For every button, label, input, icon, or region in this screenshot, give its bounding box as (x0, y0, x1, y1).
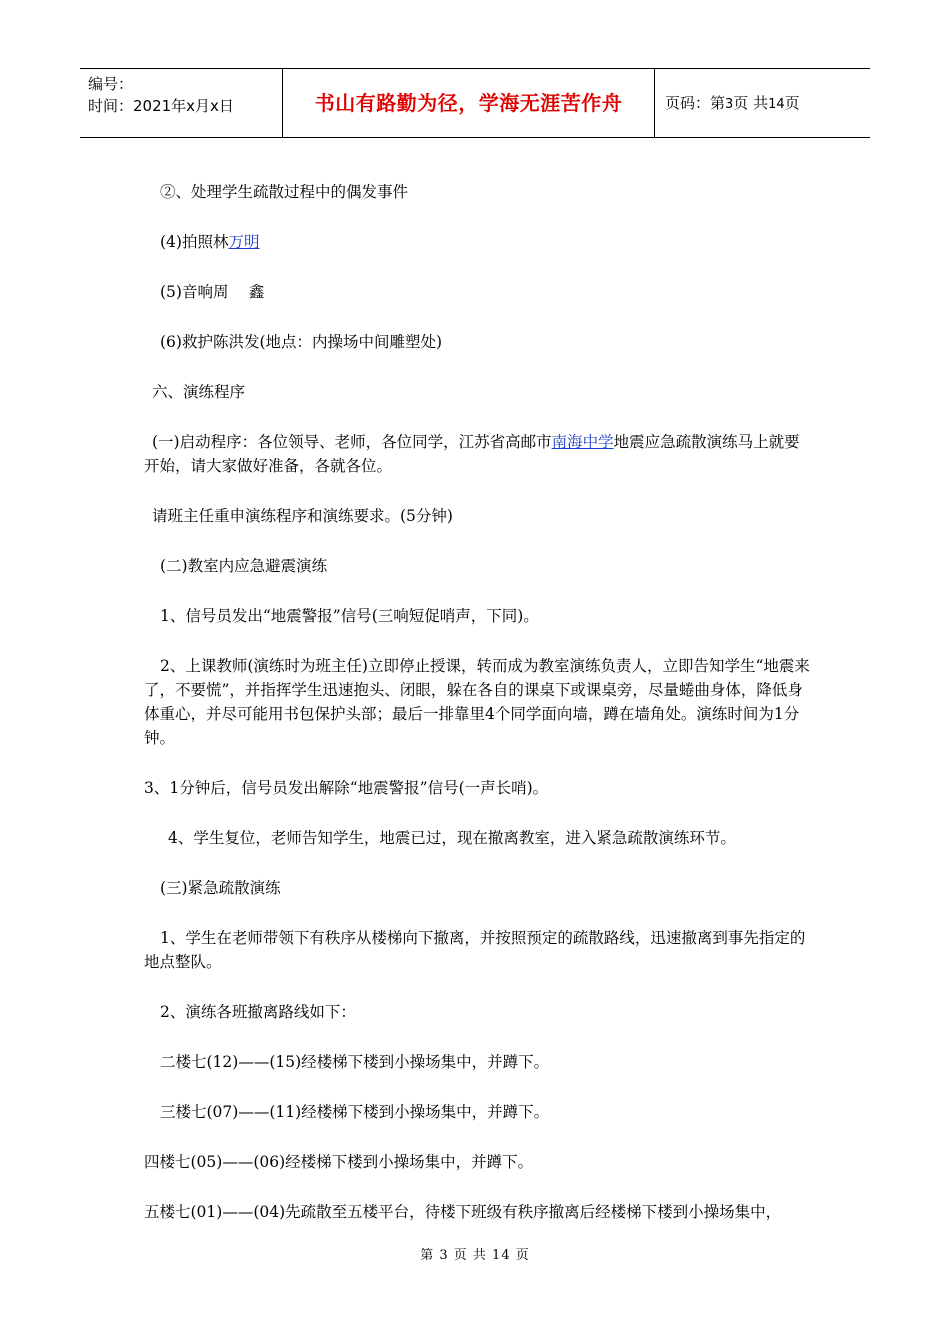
route-item: 四楼七(05)——(06)经楼梯下楼到小操场集中，并蹲下。 (144, 1153, 534, 1171)
subsection-heading: (二)教室内应急避震演练 (160, 557, 328, 575)
paragraph: ②、处理学生疏散过程中的偶发事件 (160, 183, 409, 201)
paragraph-text: 地震应急疏散演练马上就要开始，请大家做好准备，各就各位。 (144, 433, 800, 475)
paragraph: 1、学生在老师带领下有秩序从楼梯向下撤离，并按照预定的疏散路线，迅速撤离到事先指定的地点整队。 (144, 929, 806, 971)
time-label: 时间：2021年x月x日 (88, 97, 234, 115)
paragraph: (5)音响周 鑫 (160, 283, 265, 301)
page-prefix: 页码：第 (665, 94, 726, 112)
header-info (80, 69, 282, 137)
paragraph (144, 230, 810, 254)
header-motto: 书山有路勤为径，学海无涯苦作舟 (282, 69, 655, 137)
route-item: 二楼七(12)——(15)经楼梯下楼到小操场集中，并蹲下。 (160, 1053, 550, 1071)
page-total: 14 (768, 97, 785, 112)
page-suffix: 页 (784, 94, 800, 112)
document-body (144, 180, 810, 1250)
paragraph: 4、学生复位，老师告知学生，地震已过，现在撤离教室，进入紧急疏散演练环节。 (168, 829, 736, 847)
paragraph: (6)救护陈洪发(地点：内操场中间雕塑处) (160, 333, 443, 351)
page-mid: 页 共 (733, 94, 769, 112)
school-link[interactable]: 南海中学 (551, 433, 614, 451)
paragraph-text: (4)拍照林 (160, 233, 229, 251)
page-header (80, 68, 870, 138)
paragraph (144, 430, 810, 478)
header-page-info (655, 69, 870, 137)
section-heading: 六、演练程序 (152, 383, 246, 401)
subsection-heading: (三)紧急疏散演练 (160, 879, 281, 897)
paragraph: 3、1分钟后，信号员发出解除“地震警报”信号(一声长哨)。 (144, 779, 549, 797)
route-item: 五楼七(01)——(04)先疏散至五楼平台，待楼下班级有秩序撤离后经楼梯下楼到小操场集中， (144, 1203, 782, 1221)
paragraph: 2、演练各班撤离路线如下： (160, 1003, 356, 1021)
paragraph: 请班主任重申演练程序和演练要求。(5分钟) (152, 507, 453, 525)
route-item: 三楼七(07)——(11)经楼梯下楼到小操场集中，并蹲下。 (160, 1103, 550, 1121)
id-label: 编号： (88, 75, 134, 93)
paragraph: 1、信号员发出“地震警报”信号(三响短促哨声，下同)。 (160, 607, 539, 625)
page-number: 3 (725, 97, 734, 112)
paragraph: 2、上课教师(演练时为班主任)立即停止授课，转而成为教室演练负责人，立即告知学生“地震来了，不要慌”，并指挥学生迅速抱头、闭眼，躲在各自的课桌下或课桌旁，尽量蜷曲身体，降低身体重心，并尽可能用书包保护头部；最后一排靠里4个同学面向墙，蹲在墙角处。演练时间为1分钟。 (144, 657, 810, 747)
page-footer: 第 3 页 共 14 页 (420, 1248, 530, 1263)
paragraph-text: (一)启动程序：各位领导、老师，各位同学，江苏省高邮市 (152, 433, 552, 451)
name-link[interactable]: 万明 (228, 233, 260, 251)
